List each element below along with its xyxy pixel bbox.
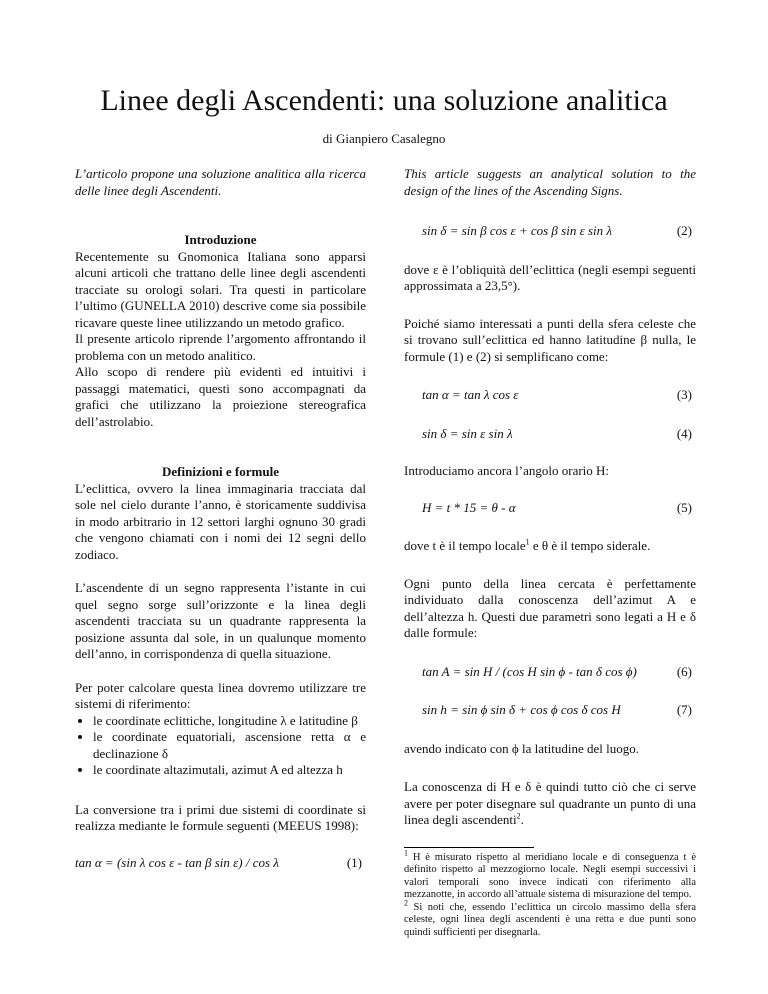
equation-5-number: (5) [676, 499, 692, 515]
defs-paragraph-3: Per poter calcolare questa linea dovremo utilizzare tre sistemi di riferimento: [75, 679, 366, 711]
footnote-divider [404, 847, 534, 848]
right-paragraph-4-end: e θ è il tempo siderale. [529, 538, 651, 553]
footnote-1-text: H è misurato rispetto al meridiano locale e di conseguenza t è definito rispetto al mezzogiorno locale. Negli esempi successivi i valori temporali sono invece indicati con riferimento alla mezzanotte, in accordo all’attuale sistema di misurazione del tempo. [404, 851, 696, 900]
right-paragraph-7-end: . [520, 812, 524, 827]
reference-systems-list [75, 713, 366, 779]
footnote-1-marker: 1 [404, 848, 408, 857]
abstract-english: This article suggests an analytical solution to the design of the lines of the Ascending Signs. [404, 166, 696, 198]
section-heading-definizioni: Definizioni e formule [162, 464, 279, 479]
equation-1-number: (1) [346, 854, 362, 870]
equation-2 [404, 223, 696, 240]
equation-4-text: sin δ = sin ε sin λ [422, 425, 513, 441]
intro-paragraph-1: Recentemente su Gnomonica Italiana sono apparsi alcuni articoli che trattano delle linee degli ascendenti tracciate su orologi solari. Tra questi in particolare l’ultimo (GUNELLA 2010) descrive come sia possibile ricavare queste linee utilizzando un metodo grafico. [75, 248, 366, 330]
defs-paragraph-2: L’ascendente di un segno rappresenta l’istante in cui quel segno sorge sull’orizzonte e la linea degli ascendenti tracciata su un quadrante rappresenta la posizione assunta dal sole, in un qualunque momento dell’anno, in corrispondenza di quella situazione. [75, 580, 366, 661]
equation-7-number: (7) [676, 702, 692, 717]
right-paragraph-2: Poiché siamo interessati a punti della sfera celeste che si trovano sull’eclittica ed hanno latitudine β nulla, le formule (1) e (2) si semplificano come: [404, 315, 696, 364]
right-paragraph-7 [404, 779, 696, 829]
equation-1 [75, 855, 366, 872]
right-paragraph-1: dove ε è l’obliquità dell’eclittica (negli esempi seguenti approssimata a 23,5°). [404, 261, 696, 293]
right-paragraph-4 [404, 538, 696, 555]
footnote-2-marker: 2 [404, 898, 408, 907]
defs-paragraph-4: La conversione tra i primi due sistemi di coordinate si realizza mediante le formule seguenti (MEEUS 1998): [75, 801, 366, 833]
list-item: • le coordinate altazimutali, azimut A ed altezza h [93, 762, 366, 779]
equation-2-number: (2) [676, 223, 692, 238]
left-column [75, 166, 366, 871]
author-line: di Gianpiero Casalegno [322, 131, 446, 146]
footnote-marker-1: 1 [525, 537, 530, 547]
footnote-2-text: Si noti che, essendo l’eclittica un circolo massimo della sfera celeste, ogni linea degli ascendenti è una retta e due punti sono quindi sufficienti per disegnarla. [404, 901, 697, 938]
equation-7 [404, 702, 696, 719]
intro-paragraph-2: Il presente articolo riprende l’argomento affrontando il problema con un metodo analitico. [75, 331, 366, 363]
equation-6-text: tan A = sin H / (cos H sin ϕ - tan δ cos ϕ) [422, 663, 637, 679]
defs-paragraph-1: L’eclittica, ovvero la linea immaginaria tracciata dal sole nel cielo durante l’anno, è storicamente suddivisa in modo arbitrario in 12 settori larghi ognuno 30 gradi che vengono chiamati con i nomi dei 12 segni dello zodiaco. [75, 480, 366, 562]
equation-2-text: sin δ = sin β cos ε + cos β sin ε sin λ [422, 223, 613, 238]
equation-3 [404, 387, 696, 404]
equation-7-text: sin h = sin ϕ sin δ + cos ϕ cos δ cos H [422, 702, 621, 717]
equation-4 [404, 426, 696, 443]
equation-4-number: (4) [676, 425, 692, 441]
list-item: • le coordinate equatoriali, ascensione retta α e declinazione δ [93, 729, 366, 762]
right-paragraph-6: avendo indicato con ϕ la latitudine del luogo. [404, 740, 640, 756]
footnote-2 [404, 898, 697, 940]
equation-6-number: (6) [676, 663, 692, 679]
footnote-1 [404, 848, 696, 902]
right-paragraph-4-start: dove t è il tempo locale [404, 538, 526, 553]
right-paragraph-7-start: La conoscenza di H e δ è quindi tutto ciò che ci serve avere per poter disegnare sul quadrante un punto di una linea degli ascendenti [404, 779, 696, 827]
equation-5-text: H = t * 15 = θ - α [422, 499, 516, 515]
list-item: • le coordinate eclittiche, longitudine λ e latitudine β [93, 713, 366, 730]
paper-title: Linee degli Ascendenti: una soluzione analitica [100, 84, 668, 117]
abstract-italian: L’articolo propone una soluzione analitica alla ricerca delle linee degli Ascendenti. [75, 166, 366, 198]
intro-paragraph-3: Allo scopo di rendere più evidenti ed intuitivi i passaggi matematici, questi sono accompagnati da grafici che utilizzano la proiezione stereografica dell’astrolabio. [75, 364, 366, 429]
right-column [404, 166, 696, 939]
section-heading-introduzione: Introduzione [184, 232, 257, 247]
equation-3-text: tan α = tan λ cos ε [422, 387, 519, 402]
right-paragraph-3: Introduciamo ancora l’angolo orario H: [404, 463, 610, 478]
equation-6 [404, 664, 696, 681]
equation-5 [404, 500, 696, 517]
equation-1-text: tan α = (sin λ cos ε - tan β sin ε) / cos λ [75, 854, 279, 870]
right-paragraph-5: Ogni punto della linea cercata è perfettamente individuato dalla conoscenza dell’azimut A e dell’altezza h. Questi due parametri sono legati a H e δ dalle formule: [404, 575, 696, 640]
equation-3-number: (3) [676, 387, 692, 402]
footnote-marker-2: 2 [516, 811, 521, 821]
